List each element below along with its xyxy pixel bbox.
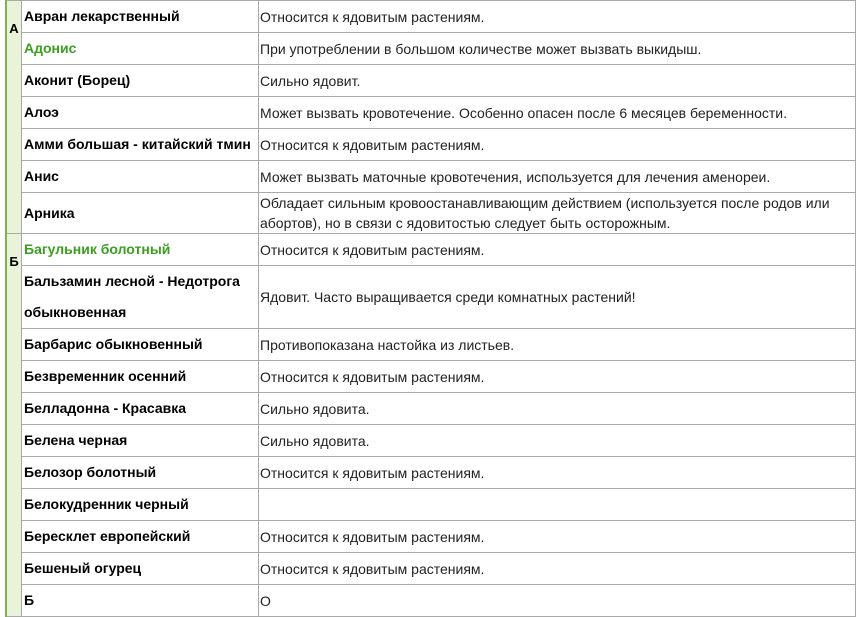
table-row: [6, 489, 856, 521]
plant-name: Анис: [22, 161, 259, 193]
letter-section-label: Б: [6, 234, 22, 617]
table-row: [6, 266, 856, 329]
plants-table: [5, 0, 856, 617]
plant-name: Безвременник осенний: [22, 361, 259, 393]
table-row: [6, 65, 856, 97]
table-row: [6, 393, 856, 425]
plant-description: Относится к ядовитым растениям.: [259, 1, 856, 33]
plant-description: Относится к ядовитым растениям.: [259, 553, 856, 585]
plant-description: При употреблении в большом количестве может вызвать выкидыш.: [259, 33, 856, 65]
plant-description: Относится к ядовитым растениям.: [259, 129, 856, 161]
plant-name: Адонис: [22, 33, 259, 65]
plant-name: Авран лекарственный: [22, 1, 259, 33]
plants-table-body: [6, 1, 856, 617]
plant-name: Бересклет европейский: [22, 521, 259, 553]
table-row: [6, 553, 856, 585]
plant-name: Алоэ: [22, 97, 259, 129]
plant-description: [259, 489, 856, 521]
plant-description: Относится к ядовитым растениям.: [259, 361, 856, 393]
table-row: [6, 161, 856, 193]
plant-name: Белена черная: [22, 425, 259, 457]
plant-description: Может вызвать маточные кровотечения, используется для лечения аменореи.: [259, 161, 856, 193]
table-row: [6, 361, 856, 393]
table-row: [6, 1, 856, 33]
plant-description: Относится к ядовитым растениям.: [259, 457, 856, 489]
plant-description: Относится к ядовитым растениям.: [259, 234, 856, 266]
table-row: [6, 129, 856, 161]
table-row: [6, 585, 856, 617]
table-row: [6, 329, 856, 361]
plants-table-wrapper: [5, 0, 856, 617]
table-row: [6, 425, 856, 457]
plant-name: Амми большая - китайский тмин: [22, 129, 259, 161]
plant-name: Б: [22, 585, 259, 617]
plant-description: Может вызвать кровотечение. Особенно опасен после 6 месяцев беременности.: [259, 97, 856, 129]
plant-name: Бешеный огурец: [22, 553, 259, 585]
plant-description: Ядовит. Часто выращивается среди комнатных растений!: [259, 266, 856, 329]
plant-description: Сильно ядовит.: [259, 65, 856, 97]
plant-description: Сильно ядовита.: [259, 393, 856, 425]
plant-description: О: [259, 585, 856, 617]
table-row: [6, 234, 856, 266]
plant-name: Белокудренник черный: [22, 489, 259, 521]
plant-description: Сильно ядовита.: [259, 425, 856, 457]
table-row: [6, 97, 856, 129]
letter-section-label: А: [6, 1, 22, 234]
plant-name: Белладонна - Красавка: [22, 393, 259, 425]
plant-name: Барбарис обыкновенный: [22, 329, 259, 361]
table-row: [6, 521, 856, 553]
plant-description: Относится к ядовитым растениям.: [259, 521, 856, 553]
table-row: [6, 33, 856, 65]
plant-name: Арника: [22, 193, 259, 234]
plant-name: Белозор болотный: [22, 457, 259, 489]
plant-name: Бальзамин лесной - Недотрога обыкновенная: [22, 266, 259, 329]
table-row: [6, 193, 856, 234]
plant-description: Противопоказана настойка из листьев.: [259, 329, 856, 361]
plant-name: Аконит (Борец): [22, 65, 259, 97]
table-row: [6, 457, 856, 489]
plant-name: Багульник болотный: [22, 234, 259, 266]
plant-description: Обладает сильным кровоостанавливающим действием (используется после родов или абортов), но в связи с ядовитостью следует быть осторожным.: [259, 193, 856, 234]
